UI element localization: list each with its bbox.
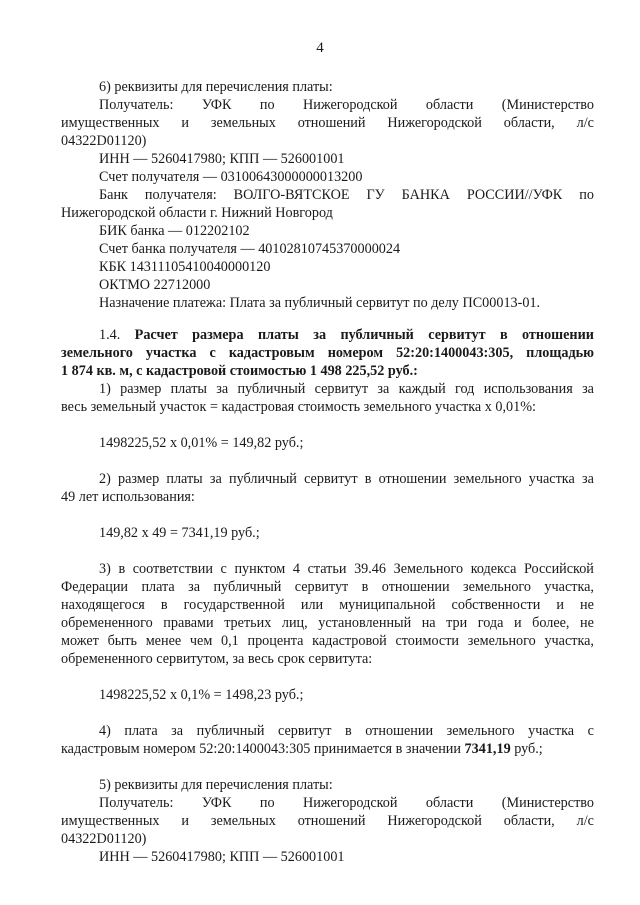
word: за bbox=[188, 579, 201, 595]
word: участка, bbox=[544, 579, 594, 595]
word: установленный bbox=[318, 615, 412, 631]
title-word: Расчет bbox=[134, 327, 178, 343]
word: л/с bbox=[576, 115, 594, 131]
word: за bbox=[216, 381, 229, 397]
title-word: платы bbox=[257, 327, 299, 343]
p1-line-2: весь земельный участок = кадастровая стоимость земельного участка х 0,01%: bbox=[61, 399, 536, 415]
recipient-line-3: 04322D01120) bbox=[61, 133, 147, 149]
p3-line-1 bbox=[99, 560, 594, 578]
word: отношении bbox=[365, 723, 434, 739]
word: публичный bbox=[237, 381, 306, 397]
word: по bbox=[259, 97, 275, 113]
word: площадью bbox=[526, 345, 594, 361]
word: процента bbox=[247, 633, 304, 649]
p3-line-6: обремененного сервитутом, за весь срок сервитута: bbox=[61, 651, 373, 667]
word: ГУ bbox=[366, 187, 385, 203]
word: Федерации bbox=[61, 579, 129, 595]
word: земельного bbox=[61, 345, 133, 361]
word: быть bbox=[107, 633, 137, 649]
word: сервитут bbox=[304, 471, 358, 487]
word: года bbox=[477, 615, 504, 631]
bank-line-2: Нижегородской области г. Нижний Новгород bbox=[61, 205, 333, 221]
word: чем bbox=[189, 633, 213, 649]
calc-2: 149,82 х 49 = 7341,19 руб.; bbox=[99, 525, 260, 541]
recipient2-line-1 bbox=[99, 794, 594, 812]
word: размер bbox=[120, 381, 162, 397]
section-title-line-3: 1 874 кв. м, с кадастровой стоимостью 1 498 225,52 руб.: bbox=[61, 363, 418, 379]
recipient-line-2 bbox=[61, 114, 594, 132]
requisites-heading-2: 5) реквизиты для перечисления платы: bbox=[99, 777, 333, 793]
word: за bbox=[581, 471, 594, 487]
word: л/с bbox=[576, 813, 594, 829]
p3-line-4 bbox=[61, 614, 594, 632]
word: получателя: bbox=[144, 187, 217, 203]
section-title-line-1 bbox=[99, 326, 594, 344]
word: в bbox=[118, 561, 126, 577]
recipient2-line-3: 04322D01120) bbox=[61, 831, 147, 847]
word: плата bbox=[141, 579, 175, 595]
word: в bbox=[345, 723, 352, 739]
word: (Министерство bbox=[501, 795, 594, 811]
word: участка, bbox=[544, 633, 594, 649]
title-word: отношении bbox=[522, 327, 594, 343]
word: сервитут bbox=[314, 381, 369, 397]
page-number: 4 bbox=[316, 40, 324, 56]
word: Получатель: bbox=[99, 795, 174, 811]
word: ВОЛГО-ВЯТСКОЕ bbox=[233, 187, 350, 203]
word: Нижегородской bbox=[387, 115, 482, 131]
word: каждый bbox=[398, 381, 446, 397]
word: статьи bbox=[307, 561, 347, 577]
word: в bbox=[160, 597, 168, 613]
word: участка bbox=[528, 723, 575, 739]
word: с bbox=[220, 561, 227, 577]
word: сервитут bbox=[294, 579, 349, 595]
word: земельного bbox=[453, 471, 522, 487]
bank-account: Счет банка получателя — 40102810745370000024 bbox=[99, 241, 401, 257]
word: в bbox=[364, 471, 372, 487]
recipient-account: Счет получателя — 03100643000000013200 bbox=[99, 169, 363, 185]
word: и bbox=[181, 813, 189, 829]
word: обремененного bbox=[61, 615, 153, 631]
word: кадастровой bbox=[312, 633, 387, 649]
word: Получатель: bbox=[99, 97, 174, 113]
word: или bbox=[300, 597, 324, 613]
word: и bbox=[513, 615, 522, 631]
word: 39.46 bbox=[354, 561, 386, 577]
word: земельного bbox=[446, 723, 515, 739]
word: год bbox=[455, 381, 475, 397]
p2-line-1 bbox=[99, 470, 594, 488]
word: отношении bbox=[378, 471, 447, 487]
word: использования bbox=[483, 381, 573, 397]
title-word: за bbox=[313, 327, 327, 343]
word: муниципальной bbox=[339, 597, 436, 613]
word: области bbox=[425, 795, 474, 811]
word: более, bbox=[532, 615, 570, 631]
word: участка bbox=[145, 345, 197, 361]
p3-line-5 bbox=[61, 632, 594, 650]
kbk: КБК 14311105410040000120 bbox=[99, 259, 271, 275]
word: земельного bbox=[467, 633, 536, 649]
word: третьих bbox=[224, 615, 272, 631]
word: 4) bbox=[99, 723, 111, 739]
word: РОССИИ//УФК bbox=[466, 187, 563, 203]
word: три bbox=[446, 615, 468, 631]
word: может bbox=[61, 633, 99, 649]
section-number: 1.4. bbox=[99, 327, 121, 343]
word: Российской bbox=[523, 561, 594, 577]
word: 3) bbox=[99, 561, 111, 577]
word: 52:20:1400043:305, bbox=[396, 345, 514, 361]
word: за bbox=[582, 381, 594, 397]
bik: БИК банка — 012202102 bbox=[99, 223, 250, 239]
word: номером bbox=[327, 345, 384, 361]
word: лиц, bbox=[281, 615, 308, 631]
p3-line-3 bbox=[61, 596, 594, 614]
word: имущественных bbox=[61, 813, 160, 829]
p1-line-1 bbox=[99, 380, 594, 398]
title-word: публичный bbox=[340, 327, 414, 343]
bank-line-1 bbox=[99, 186, 594, 204]
word: 2) bbox=[99, 471, 111, 487]
word: и bbox=[181, 115, 189, 131]
word: на bbox=[421, 615, 436, 631]
word: БАНКА bbox=[401, 187, 450, 203]
word: УФК bbox=[201, 97, 232, 113]
word: публичный bbox=[229, 471, 297, 487]
title-word: в bbox=[499, 327, 508, 343]
word: Банк bbox=[99, 187, 128, 203]
word: пунктом bbox=[234, 561, 286, 577]
inn-kpp-2: ИНН — 5260417980; КПП — 526001001 bbox=[99, 849, 345, 865]
word: области, bbox=[503, 813, 555, 829]
word: собственности bbox=[451, 597, 541, 613]
p4-line-2-suffix: руб.; bbox=[510, 741, 543, 757]
recipient-line-1 bbox=[99, 96, 594, 114]
word: за bbox=[209, 471, 222, 487]
calc-1: 1498225,52 х 0,01% = 149,82 руб.; bbox=[99, 435, 304, 451]
word: с bbox=[587, 723, 594, 739]
oktmo: ОКТМО 22712000 bbox=[99, 277, 211, 293]
p2-line-2: 49 лет использования: bbox=[61, 489, 195, 505]
word: находящегося bbox=[61, 597, 145, 613]
word: за bbox=[171, 723, 184, 739]
word: менее bbox=[145, 633, 182, 649]
word: области, bbox=[503, 115, 555, 131]
word: Нижегородской bbox=[303, 795, 398, 811]
p4-line-2-prefix: кадастровым номером 52:20:1400043:305 принимается в значении bbox=[61, 741, 465, 757]
title-word: сервитут bbox=[428, 327, 486, 343]
inn-kpp: ИНН — 5260417980; КПП — 526001001 bbox=[99, 151, 345, 167]
word: и bbox=[556, 597, 564, 613]
word: земельных bbox=[210, 813, 276, 829]
word: с bbox=[209, 345, 216, 361]
word: 0,1 bbox=[221, 633, 239, 649]
word: 4 bbox=[292, 561, 300, 577]
word: отношений bbox=[297, 115, 366, 131]
word: не bbox=[580, 615, 594, 631]
calc-3: 1498225,52 х 0,1% = 1498,23 руб.; bbox=[99, 687, 304, 703]
p4-line-1 bbox=[99, 722, 594, 740]
word: публичный bbox=[213, 579, 282, 595]
word: в bbox=[361, 579, 369, 595]
word: участка bbox=[528, 471, 575, 487]
title-word: размера bbox=[192, 327, 244, 343]
word: за bbox=[377, 381, 390, 397]
payment-purpose: Назначение платежа: Плата за публичный сервитут по делу ПС00013-01. bbox=[99, 295, 541, 311]
word: Нижегородской bbox=[387, 813, 482, 829]
word: земельных bbox=[210, 115, 276, 131]
requisites-heading: 6) реквизиты для перечисления платы: bbox=[99, 79, 333, 95]
word: кадастровым bbox=[228, 345, 315, 361]
recipient2-line-2 bbox=[61, 812, 594, 830]
word: правами bbox=[163, 615, 214, 631]
word: плата bbox=[124, 723, 158, 739]
word: области bbox=[425, 97, 474, 113]
p4-line-2 bbox=[61, 740, 543, 758]
word: имущественных bbox=[61, 115, 160, 131]
word: не bbox=[580, 597, 594, 613]
word: по bbox=[259, 795, 275, 811]
word: 1) bbox=[99, 381, 111, 397]
word: размер bbox=[118, 471, 160, 487]
word: соответствии bbox=[132, 561, 213, 577]
word: Нижегородской bbox=[303, 97, 398, 113]
p3-line-2 bbox=[61, 578, 594, 596]
word: государственной bbox=[183, 597, 285, 613]
word: стоимости bbox=[395, 633, 460, 649]
section-title-line-2 bbox=[61, 344, 594, 362]
word: отношении bbox=[381, 579, 450, 595]
word: Земельного bbox=[393, 561, 464, 577]
word: по bbox=[579, 187, 594, 203]
word: платы bbox=[170, 381, 207, 397]
word: (Министерство bbox=[501, 97, 594, 113]
p4-amount: 7341,19 bbox=[464, 741, 511, 757]
word: отношений bbox=[297, 813, 366, 829]
word: сервитут bbox=[278, 723, 332, 739]
word: УФК bbox=[201, 795, 232, 811]
word: платы bbox=[166, 471, 203, 487]
word: земельного bbox=[463, 579, 531, 595]
word: кодекса bbox=[470, 561, 517, 577]
word: публичный bbox=[196, 723, 265, 739]
